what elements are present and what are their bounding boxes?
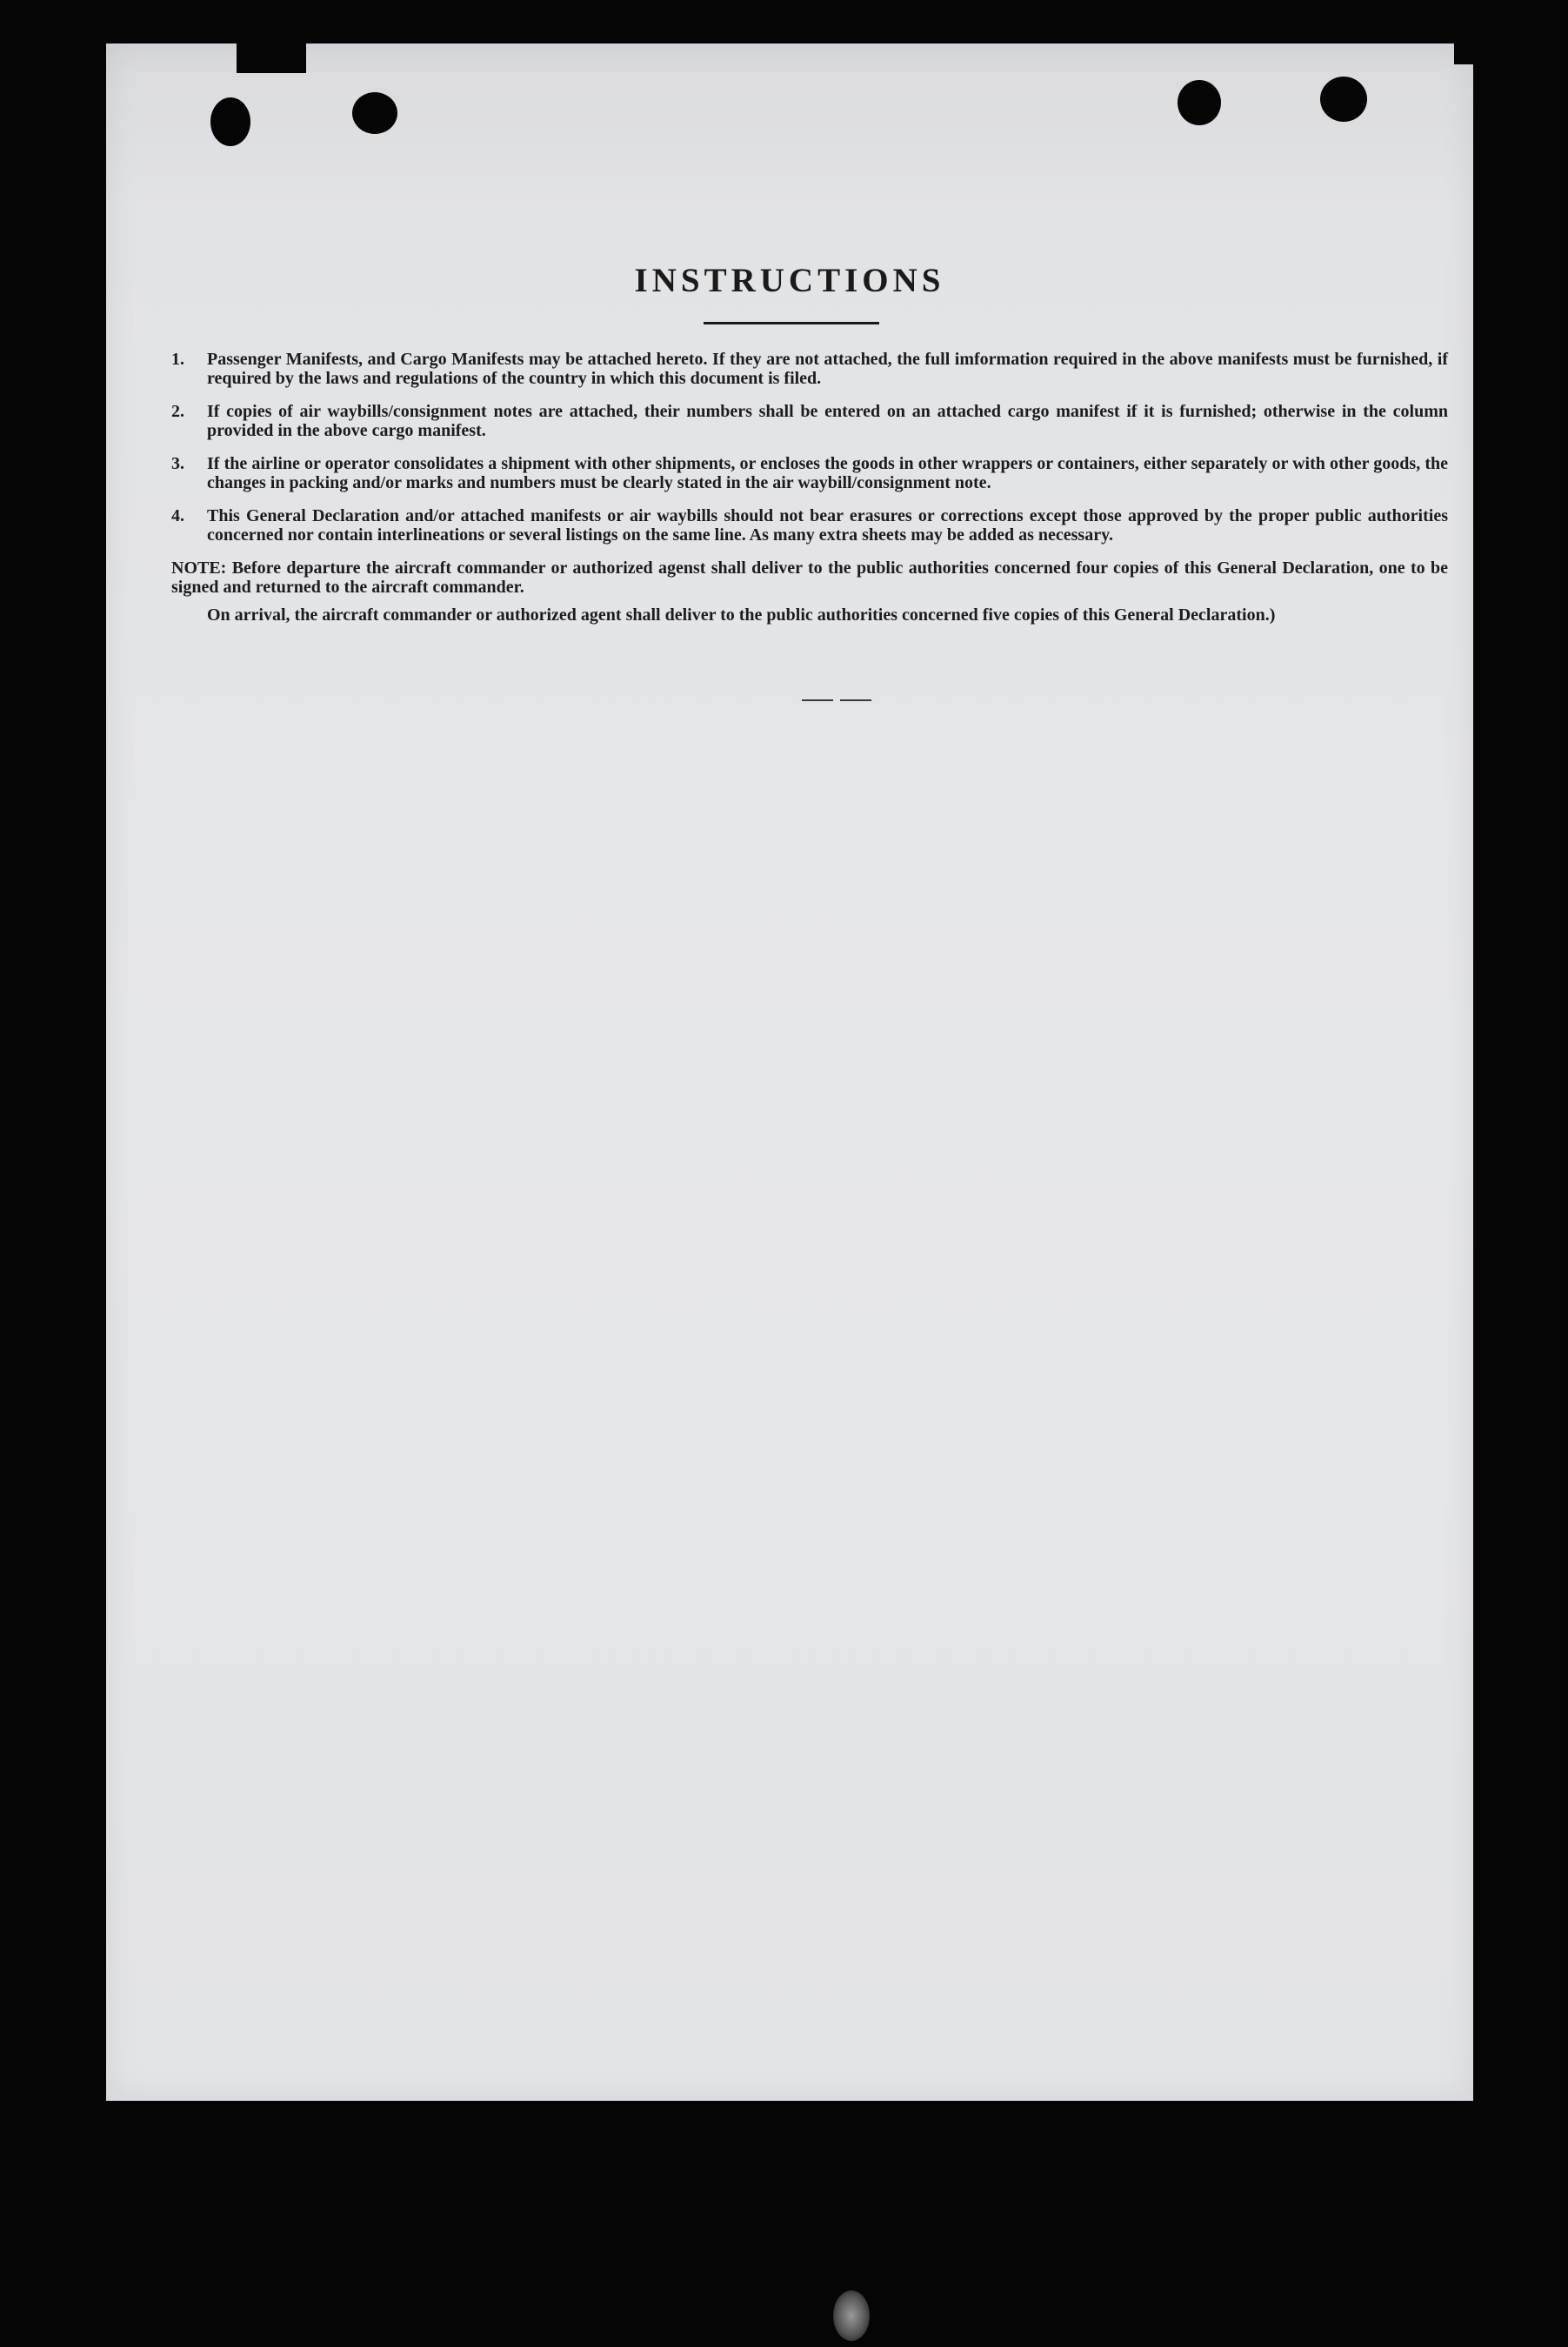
item-number: 4. bbox=[171, 506, 184, 525]
punch-hole-right-1 bbox=[1178, 80, 1221, 125]
instruction-item bbox=[171, 454, 1448, 492]
torn-edge bbox=[1454, 38, 1480, 64]
item-number: 1. bbox=[171, 350, 184, 369]
item-text: If copies of air waybills/consignment notes are attached, their numbers shall be entered on an attached cargo manifest if it is furnished; otherwise in the column provided in the above cargo manifest. bbox=[207, 402, 1448, 440]
divider-dash bbox=[802, 699, 833, 701]
title-underline bbox=[704, 322, 879, 324]
note-departure-text: Before departure the aircraft commander or authorized agenst shall deliver to the public authorities concerned four copies of this General Declaration, one to be signed and returned to the aircraft commander. bbox=[171, 558, 1448, 597]
item-number: 3. bbox=[171, 454, 184, 473]
document-page bbox=[106, 43, 1473, 2101]
instructions-title: INSTRUCTIONS bbox=[634, 262, 945, 299]
item-text: Passenger Manifests, and Cargo Manifests may be attached hereto. If they are not attached, the full imformation required in the above manifests must be furnished, if required by the laws and regulations of the country in which this document is filed. bbox=[207, 350, 1448, 388]
punch-hole-left-1 bbox=[210, 97, 250, 146]
instruction-item bbox=[171, 506, 1448, 545]
note-departure-line bbox=[171, 558, 1448, 597]
instruction-item bbox=[171, 402, 1448, 440]
note-arrival-text: On arrival, the aircraft commander or authorized agent shall deliver to the public authorities concerned five copies of this General Declaration.) bbox=[207, 605, 1276, 625]
punch-hole-left-2 bbox=[352, 92, 397, 134]
instruction-item bbox=[171, 350, 1448, 388]
instructions-list bbox=[171, 350, 1448, 625]
item-number: 2. bbox=[171, 402, 184, 421]
torn-edge bbox=[237, 38, 306, 73]
item-text: If the airline or operator consolidates a shipment with other shipments, or encloses the goods in other wrappers or containers, either separately or with other goods, the changes in packing and/or marks and numbers must be clearly stated in the air waybill/consignment note. bbox=[207, 454, 1448, 492]
note-block bbox=[171, 558, 1448, 625]
fastener-mark bbox=[833, 2290, 870, 2341]
note-label: NOTE: bbox=[171, 558, 227, 578]
divider-dash bbox=[840, 699, 871, 701]
item-text: This General Declaration and/or attached manifests or air waybills should not bear erasures or corrections except those approved by the proper public authorities concerned nor contain interlineations or several listings on the same line. As many extra sheets may be added as necessary. bbox=[207, 506, 1448, 545]
punch-hole-right-2 bbox=[1320, 77, 1367, 122]
